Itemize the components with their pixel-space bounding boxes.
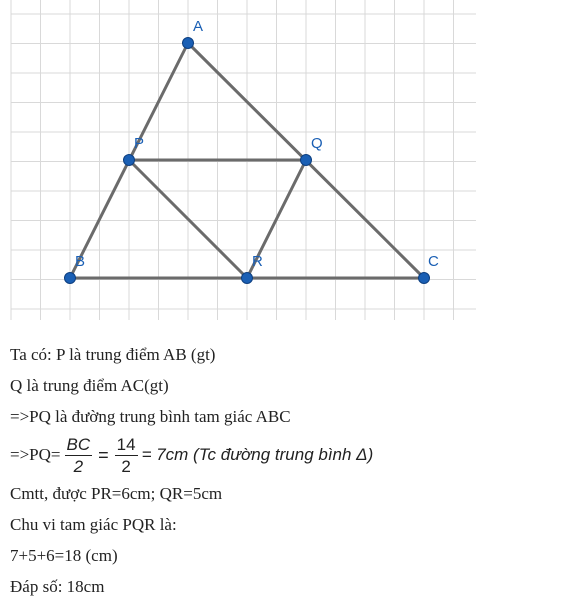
point-Q	[301, 155, 312, 166]
label-C: C	[428, 253, 439, 270]
label-R: R	[252, 253, 263, 270]
fraction-2-numerator: 14	[116, 434, 136, 454]
point-A	[183, 38, 194, 49]
formula-prefix: =>PQ=	[10, 445, 61, 464]
label-A: A	[193, 18, 204, 35]
solution-line-7: 7+5+6=18 (cm)	[10, 546, 118, 565]
fraction-14-over-2	[115, 435, 138, 476]
point-labels	[75, 18, 439, 270]
fraction-1-numerator: BC	[66, 434, 91, 454]
solution-line-3: =>PQ là đường trung bình tam giác ABC	[10, 407, 291, 426]
solution-line-5: Cmtt, được PR=6cm; QR=5cm	[10, 484, 223, 503]
equals-sign: =	[98, 445, 109, 465]
fraction-bc-over-2	[65, 435, 93, 476]
solution-line-2: Q là trung điểm AC(gt)	[10, 376, 169, 395]
point-B	[65, 273, 76, 284]
solution-formula	[10, 432, 555, 478]
point-C	[419, 273, 430, 284]
label-Q: Q	[311, 135, 323, 152]
fraction-2-denominator: 2	[121, 456, 131, 476]
solution-text	[10, 339, 555, 602]
solution-line-8: Đáp số: 18cm	[10, 577, 105, 596]
point-P	[124, 155, 135, 166]
solution-line-1: Ta có: P là trung điểm AB (gt)	[10, 345, 216, 364]
fraction-1-denominator: 2	[73, 456, 84, 476]
formula-tail: = 7cm (Tc đường trung bình Δ)	[141, 445, 374, 464]
label-B: B	[75, 253, 86, 270]
solution-line-6: Chu vi tam giác PQR là:	[10, 515, 177, 534]
point-R	[242, 273, 253, 284]
label-P: P	[134, 135, 145, 152]
